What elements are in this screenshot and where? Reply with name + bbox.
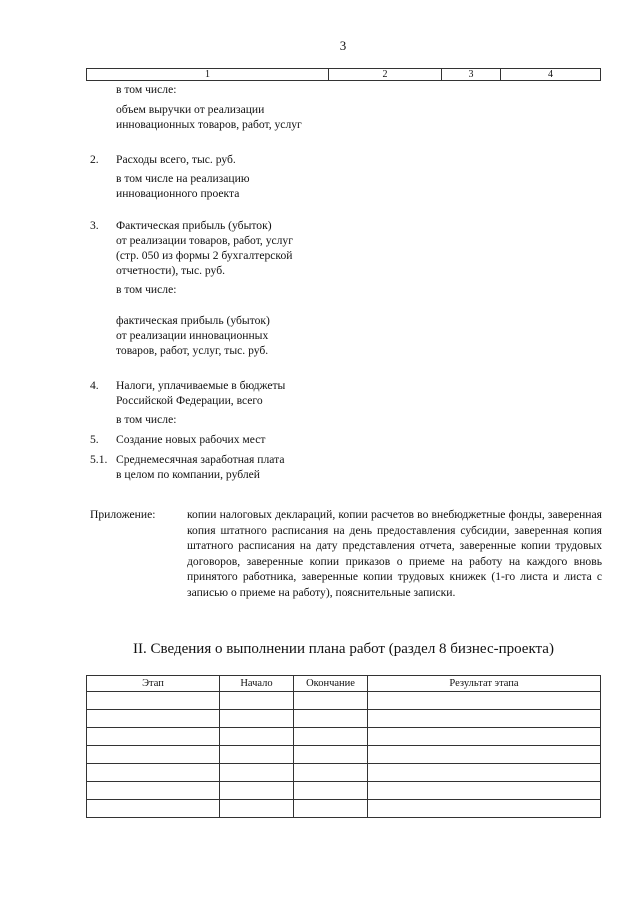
indicator-row	[90, 218, 390, 278]
table-cell	[294, 800, 368, 818]
table-cell	[220, 692, 294, 710]
indicator-text: в том числе:	[116, 413, 177, 426]
indicator-row	[90, 282, 390, 297]
indicator-row	[90, 102, 390, 132]
table-cell	[368, 764, 601, 782]
indicator-row	[90, 152, 390, 167]
appendix	[90, 507, 602, 600]
table-row	[87, 710, 601, 728]
table-cell	[368, 746, 601, 764]
indicator-text: в целом по компании, рублей	[116, 468, 260, 481]
table-cell	[87, 764, 220, 782]
table-cell	[220, 782, 294, 800]
table-cell	[294, 764, 368, 782]
indicator-text: (стр. 050 из формы 2 бухгалтерской	[116, 249, 293, 262]
indicator-row	[90, 452, 390, 482]
table-cell	[220, 728, 294, 746]
table-cell	[368, 782, 601, 800]
appendix-label: Приложение:	[90, 508, 156, 521]
indicator-text: товаров, работ, услуг, тыс. руб.	[116, 344, 269, 357]
table-row	[87, 764, 601, 782]
indicator-number: 5.	[90, 433, 99, 446]
indicator-text: Создание новых рабочих мест	[116, 433, 266, 446]
appendix-text: копии налоговых деклараций, копии расчетов во внебюджетные фонды, заверенная копия штатного расписания на день предоставления субсидии, заверенная копия штатного расписания на дату представления отчета, заверенные копии трудовых договоров, заверенные копии приказов о приеме на работу на каждого вновь принятого работника, заверенные копии трудовых книжек (1-го листа и листа с записью о приеме на работу), пояснительные записки.	[187, 508, 602, 599]
column-number: 2	[329, 69, 442, 81]
table-row	[87, 782, 601, 800]
indicators-list	[90, 82, 390, 482]
indicator-text: Налоги, уплачиваемые в бюджеты	[116, 379, 286, 392]
column-header-start: Начало	[220, 676, 294, 692]
indicator-text: Среднемесячная заработная плата	[116, 453, 285, 466]
indicator-number: 5.1.	[90, 453, 108, 466]
indicator-row	[90, 171, 390, 201]
indicator-text: фактическая прибыль (убыток)	[116, 314, 270, 327]
indicator-text: инновационного проекта	[116, 187, 240, 200]
page-number: 3	[339, 38, 347, 53]
table-cell	[87, 728, 220, 746]
table-cell	[87, 782, 220, 800]
indicator-text: Фактическая прибыль (убыток)	[116, 219, 272, 232]
column-number: 3	[442, 69, 501, 81]
indicator-number: 4.	[90, 379, 99, 392]
table-cell	[220, 746, 294, 764]
indicator-row	[90, 313, 390, 358]
column-number: 1	[87, 69, 329, 81]
table-cell	[87, 800, 220, 818]
indicator-text: в том числе на реализацию	[116, 172, 250, 185]
indicator-text: Российской Федерации, всего	[116, 394, 263, 407]
work-plan-table	[86, 675, 601, 818]
table-cell	[294, 710, 368, 728]
table-cell	[294, 728, 368, 746]
table-row	[87, 728, 601, 746]
table-cell	[87, 692, 220, 710]
table-cell	[87, 746, 220, 764]
indicator-text: в том числе:	[116, 283, 177, 296]
indicator-text: от реализации товаров, работ, услуг	[116, 234, 293, 247]
table-cell	[368, 800, 601, 818]
table-cell	[368, 710, 601, 728]
indicator-row	[90, 432, 390, 447]
table-cell	[220, 710, 294, 728]
table-row	[87, 800, 601, 818]
table-cell	[220, 764, 294, 782]
indicator-number: 3.	[90, 219, 99, 232]
table-cell	[368, 728, 601, 746]
table-cell	[294, 782, 368, 800]
indicator-text: инновационных товаров, работ, услуг	[116, 118, 302, 131]
column-header-end: Окончание	[294, 676, 368, 692]
indicator-text: Расходы всего, тыс. руб.	[116, 153, 236, 166]
indicator-text: отчетности), тыс. руб.	[116, 264, 226, 277]
section-title: II. Сведения о выполнении плана работ (раздел 8 бизнес-проекта)	[133, 641, 554, 657]
table-cell	[294, 692, 368, 710]
indicator-row	[90, 378, 390, 408]
indicators-table-header	[86, 68, 601, 81]
indicator-row	[90, 412, 390, 427]
column-header-result: Результат этапа	[368, 676, 601, 692]
indicator-number: 2.	[90, 153, 99, 166]
table-cell	[87, 710, 220, 728]
indicator-text: объем выручки от реализации	[116, 103, 265, 116]
column-number: 4	[501, 69, 601, 81]
table-cell	[220, 800, 294, 818]
table-cell	[368, 692, 601, 710]
table-cell	[294, 746, 368, 764]
indicator-row	[90, 82, 390, 97]
column-header-stage: Этап	[87, 676, 220, 692]
table-row	[87, 692, 601, 710]
table-row	[87, 746, 601, 764]
indicator-text: в том числе:	[116, 83, 177, 96]
indicator-text: от реализации инновационных	[116, 329, 269, 342]
